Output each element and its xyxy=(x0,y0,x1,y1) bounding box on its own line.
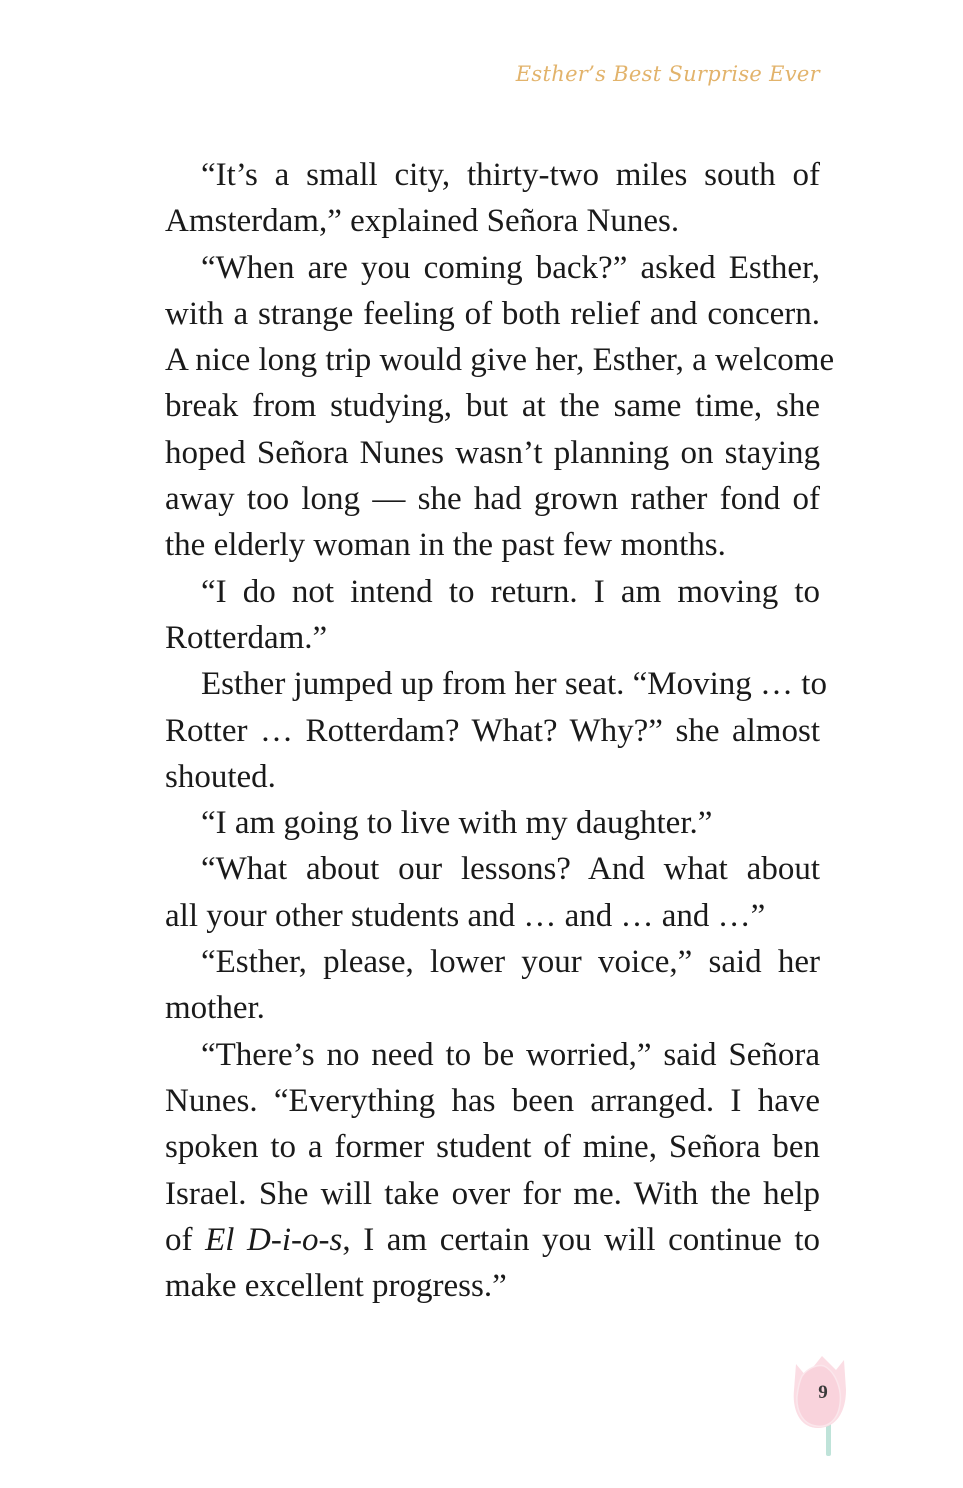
text-line: all your other students and … and … and …” xyxy=(165,897,766,934)
text-line: A nice long trip would give her, Esther, a welcome xyxy=(165,342,835,379)
text-line: “When are you coming back?” asked Esther, xyxy=(201,249,820,286)
text-line: the elderly woman in the past few months. xyxy=(165,527,726,564)
tulip-stem xyxy=(826,1422,831,1456)
text-line: Esther jumped up from her seat. “Moving … to xyxy=(201,666,827,703)
tulip-icon xyxy=(788,1350,848,1460)
text-line: Rotter … Rotterdam? What? Why?” she almost xyxy=(165,712,820,749)
text-line: away too long — she had grown rather fond of xyxy=(165,481,820,518)
text-line: with a strange feeling of both relief and concern. xyxy=(165,295,820,332)
text-line: hoped Señora Nunes wasn’t planning on staying xyxy=(165,434,820,471)
text-line: mother. xyxy=(165,990,265,1027)
text-run: , I am certain you will continue to xyxy=(342,1221,820,1258)
text-line: break from studying, but at the same time, she xyxy=(165,388,820,425)
text-line: make excellent progress.” xyxy=(165,1268,507,1305)
text-line: spoken to a former student of mine, Señora ben xyxy=(165,1129,820,1166)
page-number: 9 xyxy=(818,1382,828,1403)
text-line: Rotterdam.” xyxy=(165,619,328,656)
text-line: “Esther, please, lower your voice,” said her xyxy=(201,944,820,981)
text-line: “What about our lessons? And what about xyxy=(201,851,820,888)
text-line xyxy=(165,1217,820,1263)
text-line: Amsterdam,” explained Señora Nunes. xyxy=(165,203,680,240)
text-run: of xyxy=(165,1221,206,1258)
text-line: “I do not intend to return. I am moving to xyxy=(201,573,820,610)
text-line: “There’s no need to be worried,” said Señora xyxy=(201,1036,820,1073)
body-text xyxy=(165,152,835,1309)
text-line: “It’s a small city, thirty-two miles south of xyxy=(201,157,820,193)
text-line: Israel. She will take over for me. With the help xyxy=(165,1175,820,1212)
running-title: Esther’s Best Surprise Ever xyxy=(515,62,820,86)
text-line: Nunes. “Everything has been arranged. I have xyxy=(165,1082,820,1119)
italic-term: El D-i-o-s xyxy=(205,1221,343,1258)
text-line: “I am going to live with my daughter.” xyxy=(201,805,713,842)
text-line: shouted. xyxy=(165,758,276,795)
